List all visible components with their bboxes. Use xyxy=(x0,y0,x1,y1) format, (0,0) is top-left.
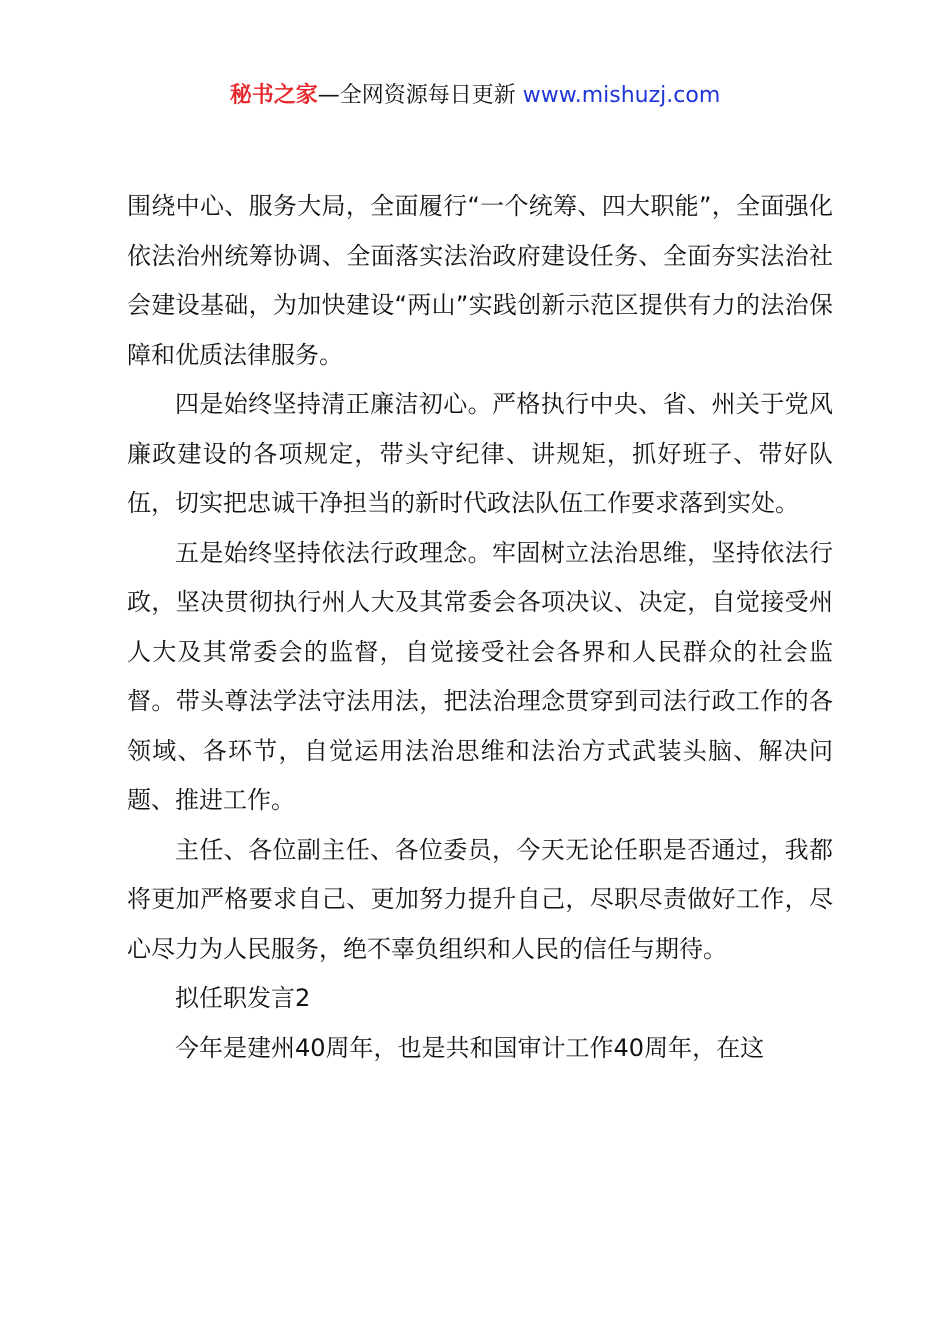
site-url-link[interactable]: www.mishuzj.com xyxy=(522,83,721,108)
paragraph-speech-two-opening: 今年是建州40周年，也是共和国审计工作40周年，在这 xyxy=(175,1033,765,1062)
page-header xyxy=(0,80,950,112)
paragraph-closing: 主任、各位副主任、各位委员，今天无论任职是否通过，我都将更加严格要求自己、更加努力提升自己，尽职尽责做好工作，尽心尽力为人民服务，绝不辜负组织和人民的信任与期待。 xyxy=(127,835,833,963)
site-brand: 秘书之家 xyxy=(229,83,318,108)
section-heading: 拟任职发言2 xyxy=(175,984,311,1012)
paragraph-point-five: 五是始终坚持依法行政理念。牢固树立法治思维，坚持依法行政，坚决贯彻执行州人大及其常委会各项决议、决定，自觉接受州人大及其常委会的监督，自觉接受社会各界和人民群众的社会监督。带头尊法学法守法用法，把法治理念贯穿到司法行政工作的各领域、各环节，自觉运用法治思维和法治方式武装头脑、解决问题、推进工作。 xyxy=(127,538,833,814)
paragraph-point-four: 四是始终坚持清正廉洁初心。严格执行中央、省、州关于党风廉政建设的各项规定，带头守纪律、讲规矩，抓好班子、带好队伍，切实把忠诚干净担当的新时代政法队伍工作要求落到实处。 xyxy=(127,390,833,517)
document-body xyxy=(127,182,833,1073)
paragraph-continuation: 围绕中心、服务大局，全面履行“一个统筹、四大职能”，全面强化依法治州统筹协调、全面落实法治政府建设任务、全面夯实法治社会建设基础，为加快建设“两山”实践创新示范区提供有力的法治保障和优质法律服务。 xyxy=(127,192,833,369)
site-tagline: —全网资源每日更新 xyxy=(317,83,523,108)
